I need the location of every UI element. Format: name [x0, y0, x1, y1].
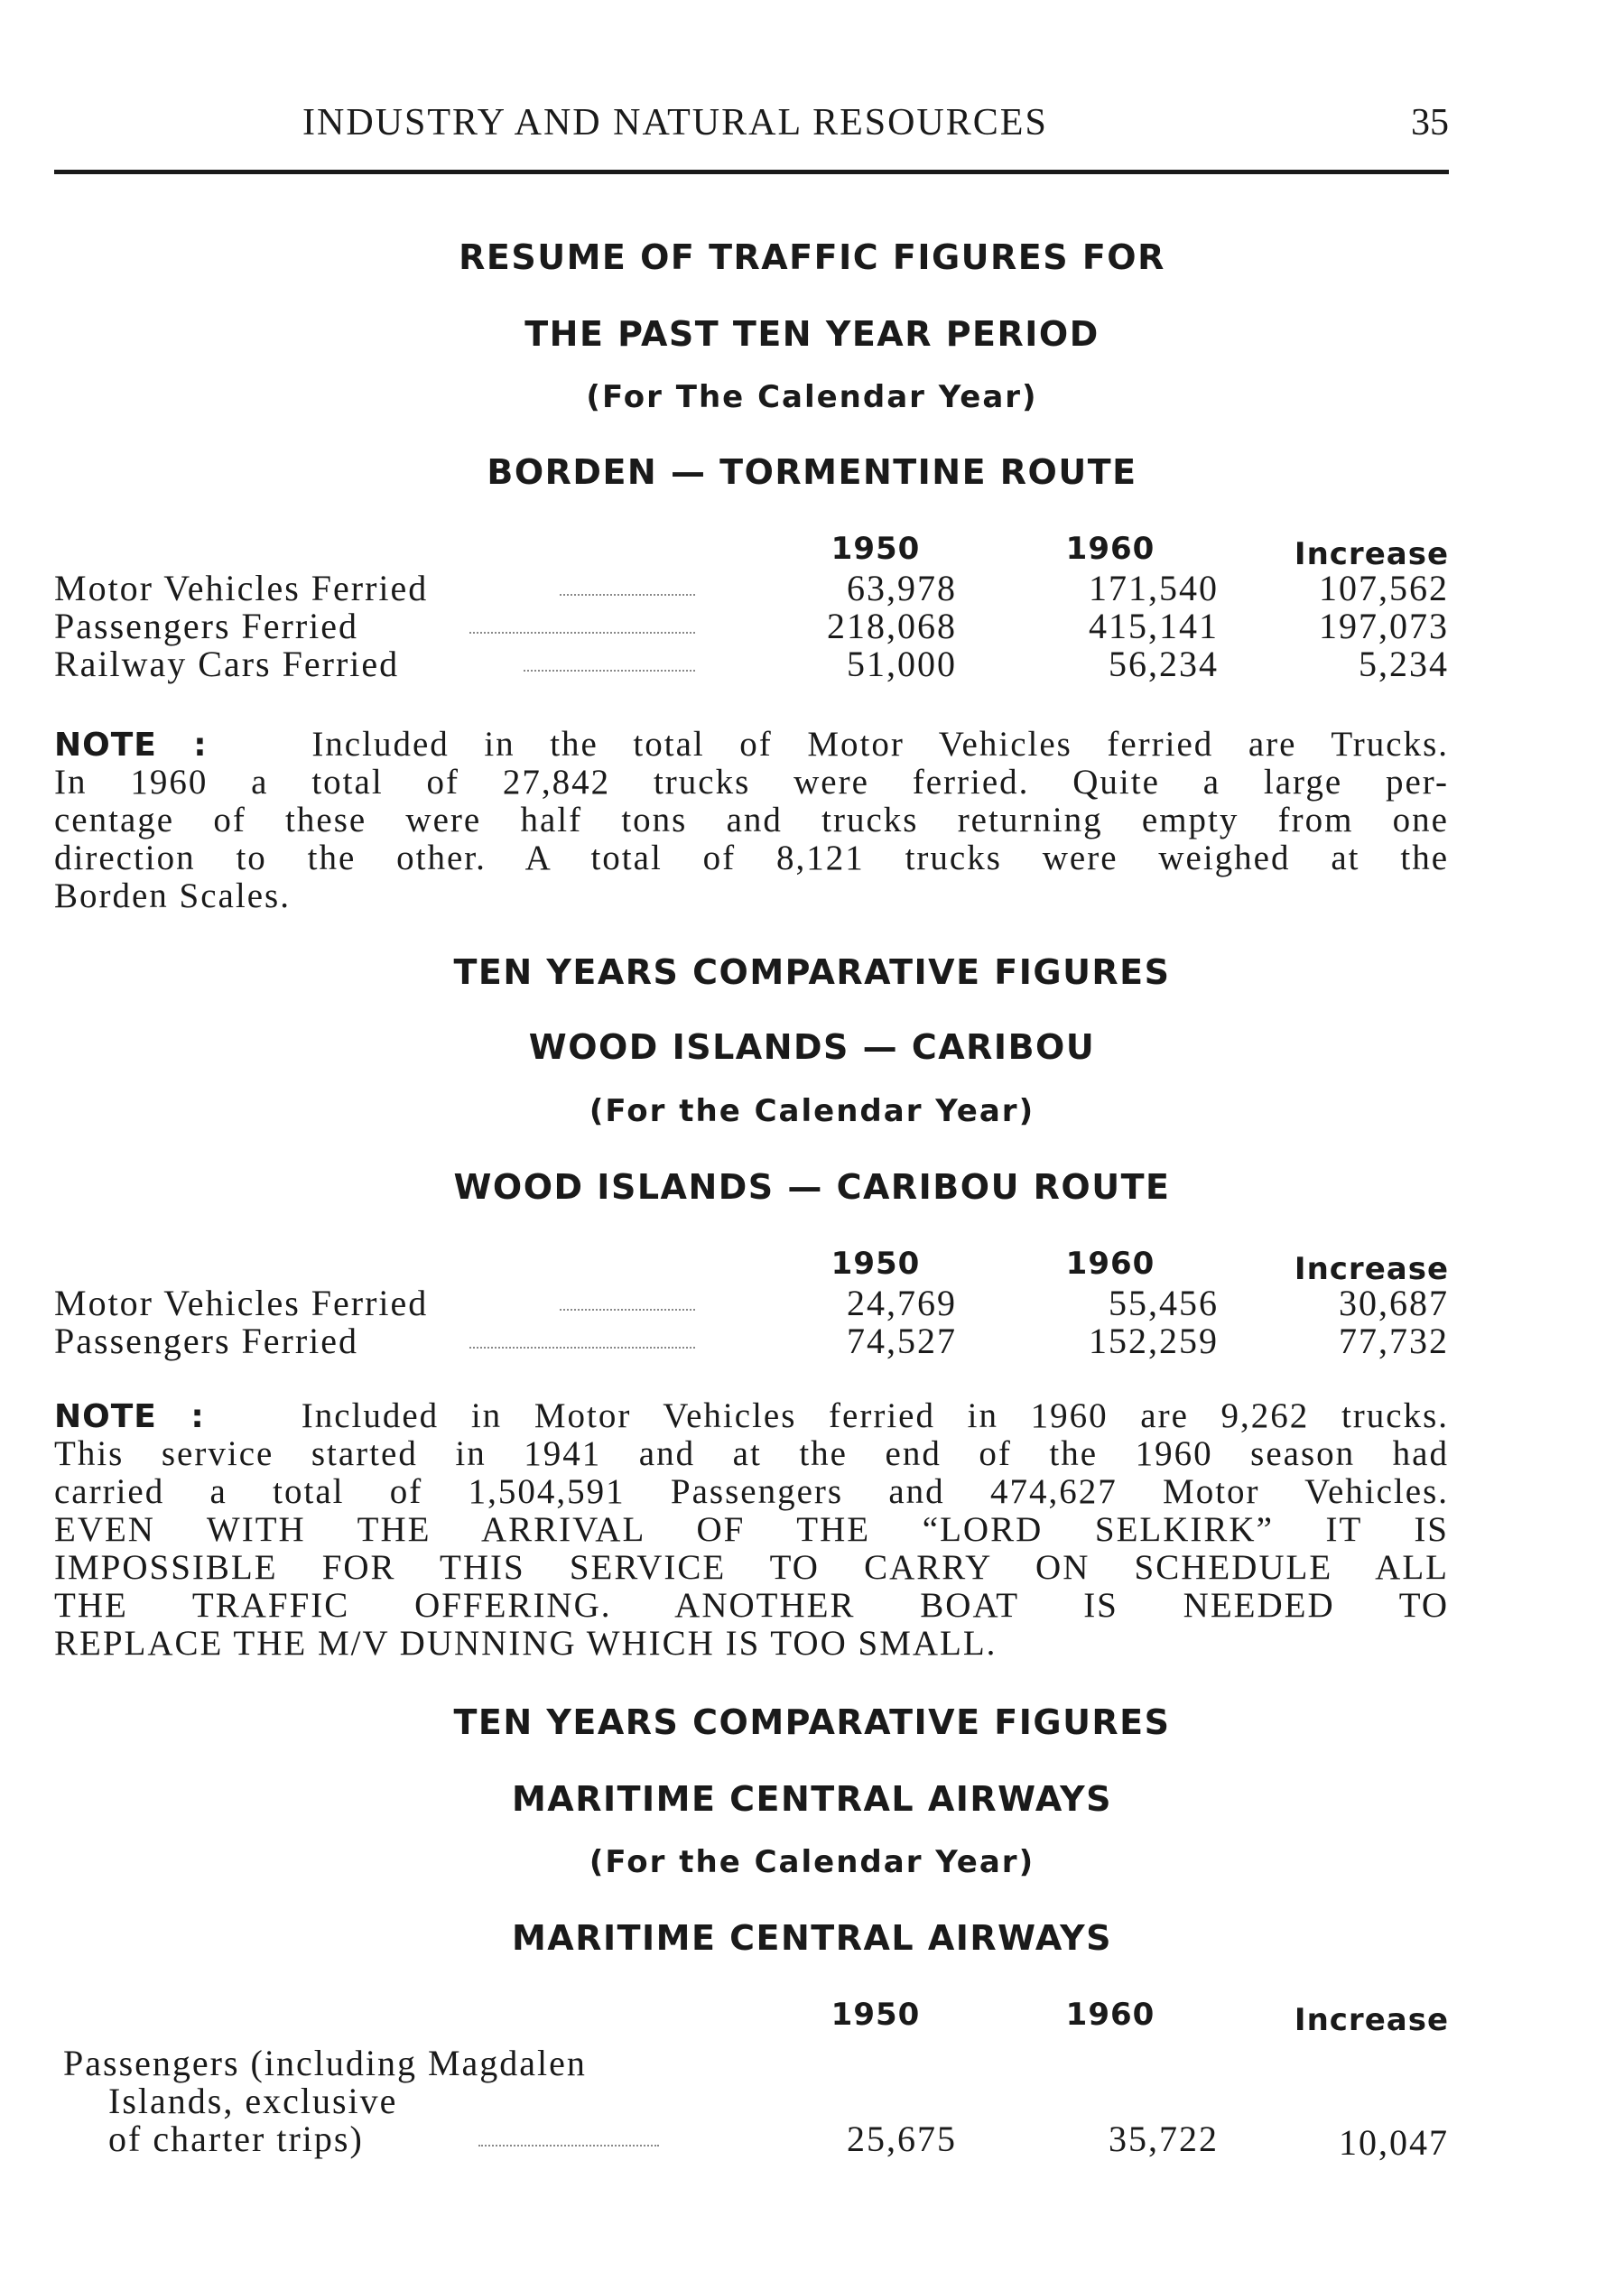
note-line: THE TRAFFIC OFFERING. ANOTHER BOAT IS NEEDED TO	[54, 1587, 1449, 1625]
row-label: Motor Vehicles Ferried	[54, 1283, 429, 1323]
value-1960: 415,141	[1089, 606, 1219, 646]
table-row	[54, 1282, 1449, 1323]
row-label-line: Islands, exclusive	[108, 2081, 398, 2121]
column-header-1950: 1950	[831, 1246, 921, 1282]
column-header-increase: Increase	[1294, 536, 1449, 572]
section1-heading-4: BORDEN — TORMENTINE ROUTE	[487, 452, 1137, 492]
section3-heading-4: MARITIME CENTRAL AIRWAYS	[511, 1918, 1113, 1958]
section3-table	[54, 1997, 1449, 2163]
column-header-1960: 1960	[1065, 1997, 1155, 2033]
value-1950: 63,978	[847, 568, 957, 608]
section1-table	[54, 531, 1449, 693]
dot-leader	[524, 670, 695, 672]
row-label: Motor Vehicles Ferried	[54, 568, 429, 608]
row-label: Railway Cars Ferried	[54, 644, 400, 684]
note-line: IMPOSSIBLE FOR THIS SERVICE TO CARRY ON SCHEDULE ALL	[54, 1549, 1449, 1587]
note-line: NOTE : Included in the total of Motor Vehicles ferried are Trucks.	[54, 726, 1449, 764]
table-row	[54, 605, 1449, 646]
dot-leader	[560, 594, 695, 596]
value-1950: 218,068	[827, 606, 957, 646]
value-1960: 35,722	[1109, 2119, 1219, 2159]
note-line: EVEN WITH THE ARRIVAL OF THE “LORD SELKIRK” IT IS	[54, 1511, 1449, 1549]
note-line: REPLACE THE M/V DUNNING WHICH IS TOO SMALL.	[54, 1625, 998, 1663]
table-row	[54, 1320, 1449, 1361]
note-line: direction to the other. A total of 8,121 trucks were weighed at the	[54, 839, 1449, 877]
dot-leader	[560, 1309, 695, 1311]
running-title: INDUSTRY AND NATURAL RESOURCES	[302, 102, 1048, 144]
value-1960: 152,259	[1089, 1321, 1219, 1361]
value-1950: 24,769	[847, 1283, 957, 1323]
column-header-increase: Increase	[1294, 2002, 1449, 2038]
table-row	[54, 643, 1449, 684]
value-1950: 51,000	[847, 644, 957, 684]
page-number: 35	[1411, 102, 1449, 144]
section3-heading-2: MARITIME CENTRAL AIRWAYS	[511, 1779, 1113, 1819]
section3-heading-1: TEN YEARS COMPARATIVE FIGURES	[453, 1702, 1171, 1742]
column-header-increase: Increase	[1294, 1251, 1449, 1287]
value-increase: 30,687	[1339, 1283, 1449, 1323]
note-line: carried a total of 1,504,591 Passengers and 474,627 Motor Vehicles.	[54, 1473, 1449, 1511]
note-line: Borden Scales.	[54, 877, 291, 915]
section2-heading-1: TEN YEARS COMPARATIVE FIGURES	[453, 952, 1171, 992]
row-label-line: of charter trips)	[108, 2119, 364, 2159]
section2-table	[54, 1246, 1449, 1372]
value-increase: 107,562	[1319, 568, 1449, 608]
section1-note	[54, 726, 1449, 915]
section1-heading-2: THE PAST TEN YEAR PERIOD	[524, 314, 1100, 354]
value-increase: 5,234	[1359, 644, 1449, 684]
value-increase: 77,732	[1339, 1321, 1449, 1361]
running-header	[54, 101, 1449, 157]
table-row	[54, 2042, 1449, 2163]
row-label-line: Passengers (including Magdalen	[63, 2043, 587, 2083]
value-1960: 55,456	[1109, 1283, 1219, 1323]
section2-note	[54, 1397, 1449, 1663]
table-row	[54, 567, 1449, 608]
section2-heading-4: WOOD ISLANDS — CARIBOU ROUTE	[453, 1167, 1171, 1207]
header-rule	[54, 170, 1449, 174]
value-increase: 197,073	[1319, 606, 1449, 646]
row-label: Passengers Ferried	[54, 606, 359, 646]
dot-leader	[469, 632, 695, 634]
note-line: centage of these were half tons and trucks returning empty from one	[54, 802, 1449, 839]
column-header-1950: 1950	[831, 1997, 921, 2033]
column-header-1960: 1960	[1065, 1246, 1155, 1282]
section1-heading-1: RESUME OF TRAFFIC FIGURES FOR	[459, 237, 1165, 277]
note-label: NOTE :	[54, 1398, 205, 1435]
value-increase: 10,047	[1339, 2122, 1449, 2163]
note-line: NOTE : Included in Motor Vehicles ferried in 1960 are 9,262 trucks.	[54, 1397, 1449, 1435]
note-line: This service started in 1941 and at the end of the 1960 season had	[54, 1435, 1449, 1473]
section2-heading-2: WOOD ISLANDS — CARIBOU	[528, 1027, 1096, 1067]
value-1960: 56,234	[1109, 644, 1219, 684]
column-header-1960: 1960	[1065, 531, 1155, 567]
value-1960: 171,540	[1089, 568, 1219, 608]
dot-leader	[469, 1347, 695, 1349]
dot-leader	[478, 2145, 659, 2147]
note-line: In 1960 a total of 27,842 trucks were ferried. Quite a large per-	[54, 764, 1449, 802]
note-label: NOTE :	[54, 727, 208, 764]
value-1950: 25,675	[847, 2119, 957, 2159]
section3-heading-3: (For the Calendar Year)	[589, 1844, 1035, 1880]
section2-heading-3: (For the Calendar Year)	[589, 1093, 1035, 1129]
value-1950: 74,527	[847, 1321, 957, 1361]
section1-heading-3: (For The Calendar Year)	[586, 379, 1038, 415]
column-header-1950: 1950	[831, 531, 921, 567]
row-label: Passengers Ferried	[54, 1321, 359, 1361]
